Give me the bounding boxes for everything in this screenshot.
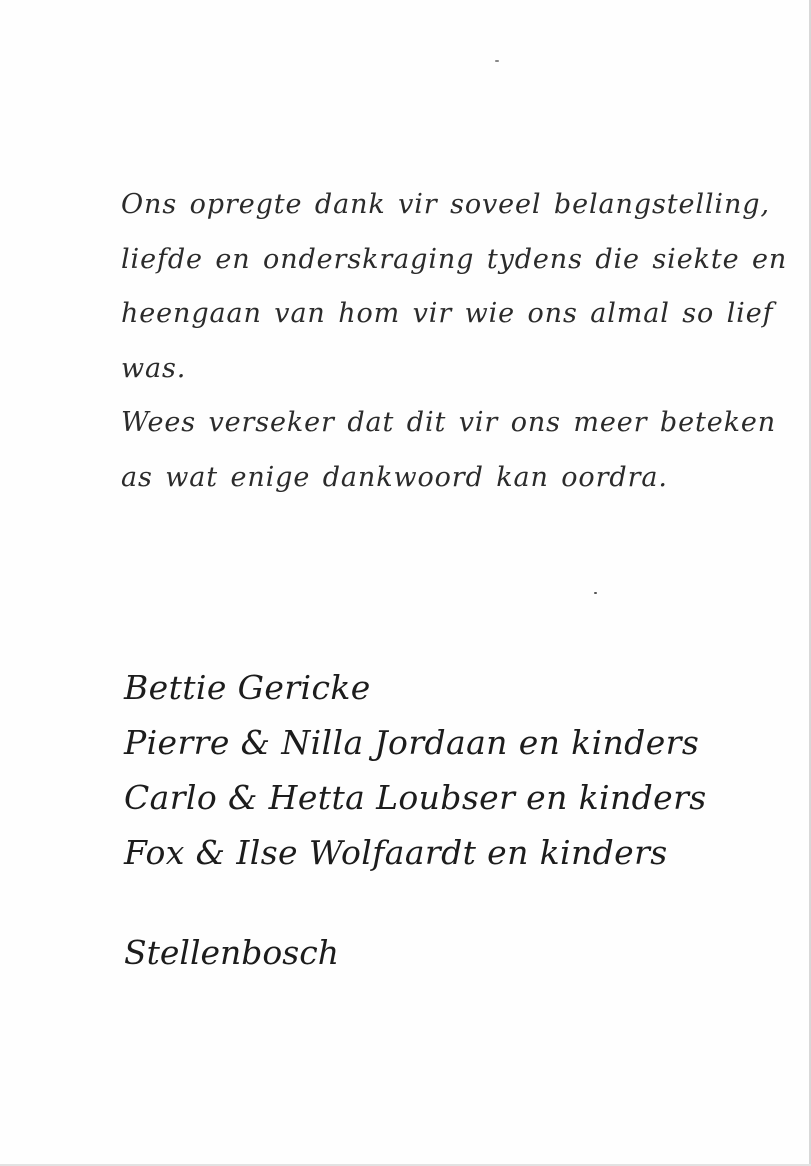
thank-you-message <box>121 178 788 505</box>
message-line: heengaan van hom vir wie ons almal so lief <box>121 298 774 329</box>
signature-line: Bettie Gericke <box>124 668 371 707</box>
message-line: was. <box>121 352 187 384</box>
message-line: liefde en onderskraging tydens die siekte en <box>121 243 788 275</box>
paper-speck <box>594 592 597 594</box>
message-line: Wees verseker dat dit vir ons meer beteken <box>121 407 777 438</box>
place-name: Stellenbosch <box>124 933 339 972</box>
signature-list <box>124 660 707 880</box>
signature-line: Carlo & Hetta Loubser en kinders <box>124 778 707 817</box>
paper-speck <box>495 60 499 62</box>
message-line: as wat enige dankwoord kan oordra. <box>121 461 668 493</box>
signature-line: Pierre & Nilla Jordaan en kinders <box>124 723 700 762</box>
message-line: Ons opregte dank vir soveel belangstelling, <box>121 189 770 220</box>
signature-line: Fox & Ilse Wolfaardt en kinders <box>124 833 668 872</box>
